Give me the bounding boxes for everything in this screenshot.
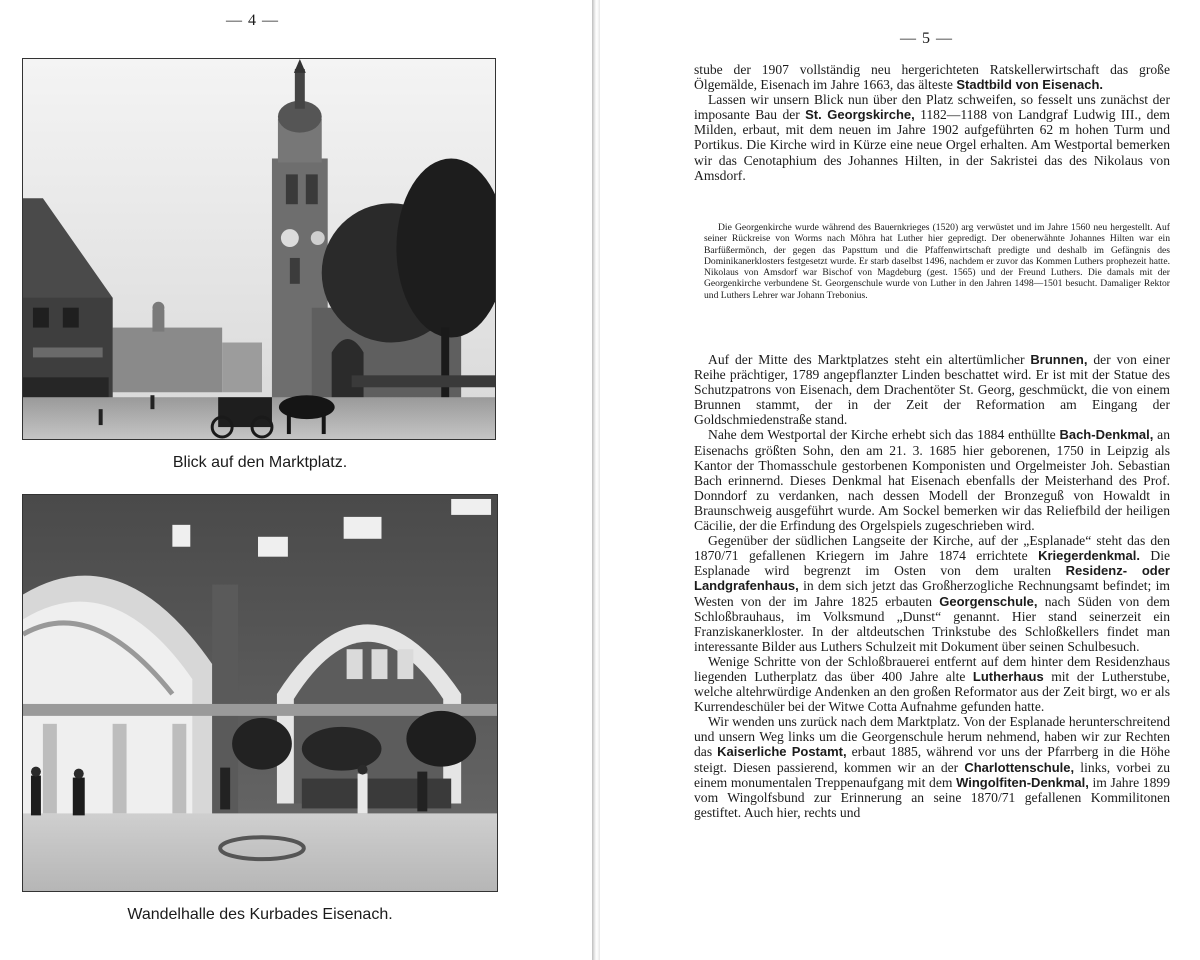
paragraph: Auf der Mitte des Marktplatzes steht ein altertümlicher Brunnen, der von einer Reihe prächtiger, 1789 angepflanzter Linden beschattet wird. Er ist mit der Statue des Schutzpatrons von Eisenach, dem Drachentöter St. Georg, geschmückt, die von einem Brunnen stammt, der in der Zeit der Reformation am Eingang der Goldschmiedenstraße stand. [694, 352, 1170, 428]
left-page [0, 0, 592, 960]
highlighted-term: Kaiserliche Postamt, [717, 744, 847, 760]
highlighted-term: Wingolfiten-Denkmal, [956, 774, 1089, 790]
page-number-right: — 5 — [900, 30, 953, 47]
highlighted-term: Kriegerdenkmal. [1038, 548, 1140, 564]
spa-hall-photo-caption: Wandelhalle des Kurbades Eisenach. [127, 906, 393, 923]
page-number-left: — 4 — [226, 12, 279, 29]
paragraph: Wir wenden uns zurück nach dem Marktplatz. Von der Esplanade herunterschreitend und unsern Weg links um die Georgenschule herum nehmend, haben wir zur Rechten das Kaiserliche Postamt, erbaut 1885, während vor uns der Pfarrberg in die Höhe steigt. Diesen passierend, kommen wir an der Charlottenschule, links, vorbei zu einem monumentalen Treppenaufgang mit dem Wingolfiten-Denkmal, im Jahre 1899 vom Wingolfsbund zur Erinnerung an seine 1870/71 gefallenen Kommilitonen gestiftet. Auch hier, rechts und [694, 714, 1170, 820]
market-photo-caption: Blick auf den Marktplatz. [172, 454, 348, 471]
market-square-photo [22, 58, 496, 440]
highlighted-term: Georgenschule, [939, 593, 1038, 609]
book-spine [592, 0, 600, 960]
highlighted-term: Bach-Denkmal, [1059, 427, 1154, 443]
highlighted-term: Charlottenschule, [964, 759, 1075, 775]
highlighted-term: Lutherhaus [972, 668, 1044, 684]
paragraph: Gegenüber der südlichen Langseite der Kirche, auf der „Esplanade“ steht das den 1870/71 gefallenen Kriegern im Jahre 1874 errichtete Kriegerdenkmal. Die Esplanade wird begrenzt im Osten von dem uralten Residenz- oder Landgrafenhaus, in dem sich jetzt das Großherzogliche Rechnungsamt befindet; im Westen von der im Jahre 1825 erbauten Georgenschule, nach Süden von dem Schloßbrauhaus, im Volksmund „Dunst“ genannt. Hier stand seinerzeit ein Franziskanerkloster. In der altdeutschen Trinkstube des Schloßkellers findet man interessante Bilder aus Luthers Schulzeit mit Dokument über seinen Schulbesuch. [694, 533, 1171, 654]
spa-hall-photo [22, 494, 498, 892]
footnote: Die Georgenkirche wurde während des Bauernkrieges (1520) arg verwüstet und im Jahre 1560 neu hergestellt. Auf seiner Rückreise von Worms nach Möhra hat Luther hier gepredigt. Der obenerwähnte Johannes Hilten war ein Barfüßermönch, der gegen das Papsttum und die Pfaffenwirtschaft predigte und deshalb im Gefängnis des Dominikanerklosters festgesetzt wurde. Er starb daselbst 1496, nachdem er zuvor das Kommen Luthers prophezeit hatte. Nikolaus von Amsdorf war Bischof von Magdeburg (gest. 1565) und der Freund Luthers. Die damals mit der Georgenkirche verbundene St. Georgenschule wurde von Luther in den Jahren 1498—1501 besucht. Damaliger Rektor und Luthers Lehrer war Johann Trebonius. [704, 222, 1170, 301]
right-page [600, 0, 1200, 960]
body-text-main [694, 352, 1170, 820]
highlighted-term: Stadtbild von Eisenach. [956, 77, 1103, 93]
highlighted-term: Brunnen, [1030, 352, 1088, 367]
highlighted-term: Residenz- oder Landgrafenhaus, [694, 563, 1170, 594]
paragraph: stube der 1907 vollständig neu hergerichteten Ratskellerwirtschaft das große Ölgemälde, Eisenach im Jahre 1663, das älteste Stadtbild von Eisenach. [694, 62, 1170, 93]
paragraph: Nahe dem Westportal der Kirche erhebt sich das 1884 enthüllte Bach-Denkmal, an Eisenachs größten Sohn, den am 21. 3. 1685 hier geborenen, 1750 in Leipzig als Kantor der Thomasschule gestorbenen Komponisten und Orgelmeister Joh. Sebastian Bach erinnernd. Dieses Denkmal hat Eisenach ebenfalls der Meisterhand des Prof. Donndorf zu verdanken, nach dessen Modell der Bronzeguß von Howaldt in Braunschweig ausgeführt wurde. Am Sockel bemerken wir das Reliefbild der heiligen Cäcilie, der die Erfindung des Orgelspiels zugeschrieben wird. [694, 427, 1171, 534]
paragraph: Lassen wir unsern Blick nun über den Platz schweifen, so fesselt uns zunächst der imposante Bau der St. Georgskirche, 1182—1188 von Landgraf Ludwig III., dem Milden, erbaut, mit dem neuen im Jahre 1902 aufgeführten 62 m hohen Turm und Portikus. Die Kirche wird in Kürze eine neue Orgel erhalten. Am Westportal bemerken wir das Cenotaphium des Johannes Hilten, in der Sakristei das des Nikolaus von Amsdorf. [694, 92, 1170, 183]
body-text-top [694, 62, 1170, 183]
highlighted-term: St. Georgskirche, [805, 107, 915, 123]
paragraph: Wenige Schritte von der Schloßbrauerei entfernt auf dem hinter dem Residenzhaus liegenden Lutherplatz das über 400 Jahre alte Lutherhaus mit der Lutherstube, welche altehrwürdige Andenken an den großen Reformator aus der Zeit birgt, wo er als Kurrendeschüler bei der Witwe Cotta Aufnahme gefunden hatte. [694, 653, 1170, 715]
